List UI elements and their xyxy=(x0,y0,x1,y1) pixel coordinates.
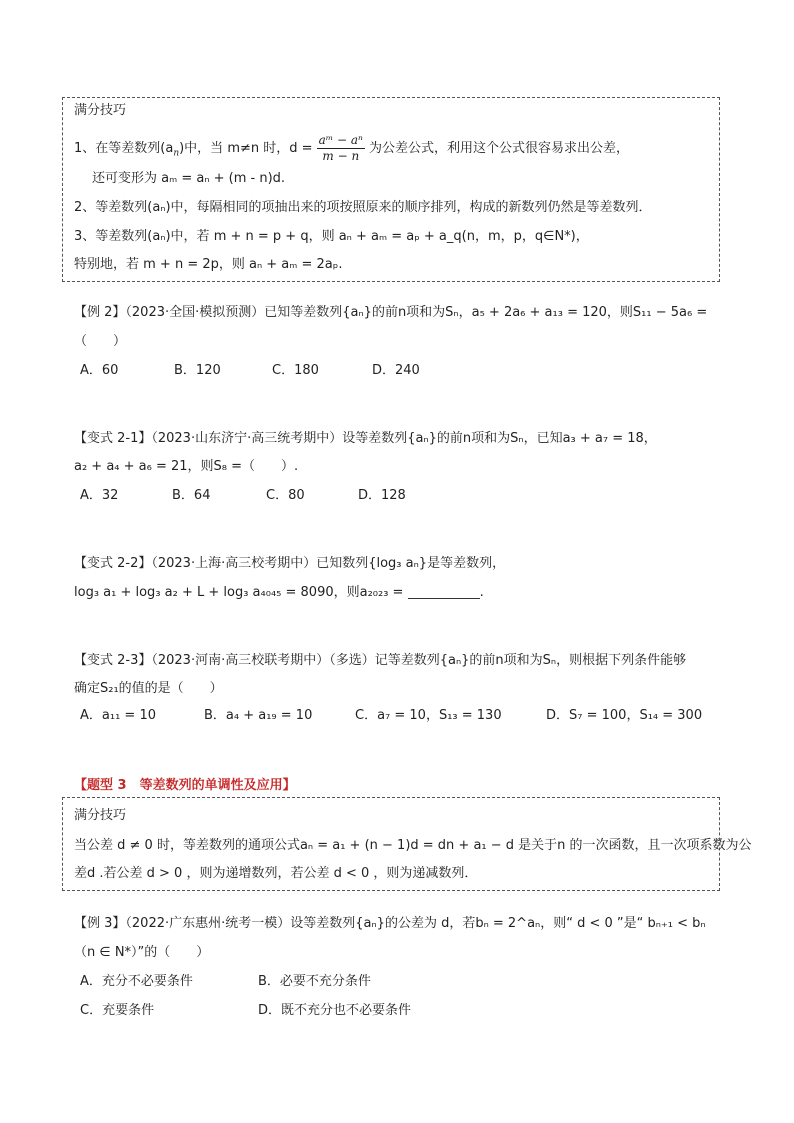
tips-line-4: 3、等差数列(aₙ)中，若 m + n = p + q，则 aₙ + aₘ = aₚ + a_q(n，m，p，q∈N*)， xyxy=(74,229,589,244)
example-2-paren: （ ） xyxy=(74,334,127,349)
example-3-stem: 【例 3】（2022·广东惠州·统考一模）设等差数列{aₙ}的公差为 d，若bₙ = 2^aₙ，则“ d < 0 ”是“ bₙ₊₁ < bₙ xyxy=(74,916,706,931)
tips-line-2: 还可变形为 aₘ = aₙ + (m - n)d. xyxy=(92,171,286,186)
variant-2-2-stem: 【变式 2-2】（2023·上海·高三校考期中）已知数列{log₃ aₙ}是等差数列， xyxy=(74,556,506,571)
option-a[interactable]: A．a₁₁ = 10 xyxy=(80,708,156,723)
option-c[interactable]: C．80 xyxy=(266,488,305,503)
option-d[interactable]: D．既不充分也不必要条件 xyxy=(258,1003,412,1018)
example-3-line2: （n ∈ N*）”的（ ） xyxy=(74,945,210,960)
tips-title: 满分技巧 xyxy=(74,103,127,118)
variant-2-1-line2: a₂ + a₄ + a₆ = 21，则S₈ =（ ）. xyxy=(74,459,299,474)
tips-line-5: 特别地，若 m + n = 2p，则 aₙ + aₘ = 2aₚ. xyxy=(74,257,343,272)
option-c[interactable]: C．充要条件 xyxy=(80,1003,155,1018)
tips-line-3: 2、等差数列(aₙ)中，每隔相同的项抽出来的项按照原来的顺序排列，构成的新数列仍然是等差数列． xyxy=(74,200,652,215)
option-d[interactable]: D．128 xyxy=(358,488,406,503)
variant-2-1-stem: 【变式 2-1】（2023·山东济宁·高三统考期中）设等差数列{aₙ}的前n项和为Sₙ，已知a₃ + a₇ = 18， xyxy=(74,431,657,446)
option-b[interactable]: B．必要不充分条件 xyxy=(258,974,371,989)
tips-line-1: 1、在等差数列$(a_n)$中，当 m≠n 时，d = $\frac{\text{aᵐ − aⁿ}}{m - n}$ 为公差公式，利用这个公式很容易求出公差， xyxy=(74,133,630,163)
example-2-stem: 【例 2】（2023·全国·模拟预测）已知等差数列{aₙ}的前n项和为Sₙ，a₅ + 2a₆ + a₁₃ = 120，则S₁₁ − 5a₆ = xyxy=(74,305,708,320)
option-a[interactable]: A．充分不必要条件 xyxy=(80,974,193,989)
section-heading-type-3: 【题型 3 等差数列的单调性及应用】 xyxy=(74,778,296,793)
option-b[interactable]: B．64 xyxy=(172,488,211,503)
option-c[interactable]: C．a₇ = 10，S₁₃ = 130 xyxy=(355,708,502,723)
option-a[interactable]: A．60 xyxy=(80,363,119,378)
option-c[interactable]: C．180 xyxy=(272,363,319,378)
common-difference-fraction: $\frac{\text{aᵐ − aⁿ}}{m - n}$ xyxy=(318,133,363,163)
option-d[interactable]: D．240 xyxy=(372,363,420,378)
option-d[interactable]: D．S₇ = 100，S₁₄ = 300 xyxy=(546,708,703,723)
option-a[interactable]: A．32 xyxy=(80,488,119,503)
variant-2-2-line2: log₃ a₁ + log₃ a₂ + L + log₃ a₄₀₄₅ = 8090，则a₂₀₂₃ = . xyxy=(74,585,484,600)
answer-blank[interactable] xyxy=(408,586,480,599)
variant-2-3-stem: 【变式 2-3】（2023·河南·高三校联考期中）（多选）记等差数列{aₙ}的前n项和为Sₙ，则根据下列条件能够 xyxy=(74,653,687,668)
option-b[interactable]: B．a₄ + a₁₉ = 10 xyxy=(204,708,313,723)
tips-2-title: 满分技巧 xyxy=(74,808,127,823)
tips-box-1 xyxy=(62,97,720,282)
option-b[interactable]: B．120 xyxy=(174,363,221,378)
tips-2-line-2: 差d .若公差 d > 0 ，则为递增数列，若公差 d < 0 ，则为递减数列． xyxy=(74,866,478,881)
variant-2-3-line2: 确定S₂₁的值的是（ ） xyxy=(74,681,223,696)
tips-2-line-1: 当公差 d ≠ 0 时，等差数列的通项公式aₙ = a₁ + (n − 1)d = dn + a₁ − d 是关于n 的一次函数，且一次项系数为公 xyxy=(74,838,752,853)
